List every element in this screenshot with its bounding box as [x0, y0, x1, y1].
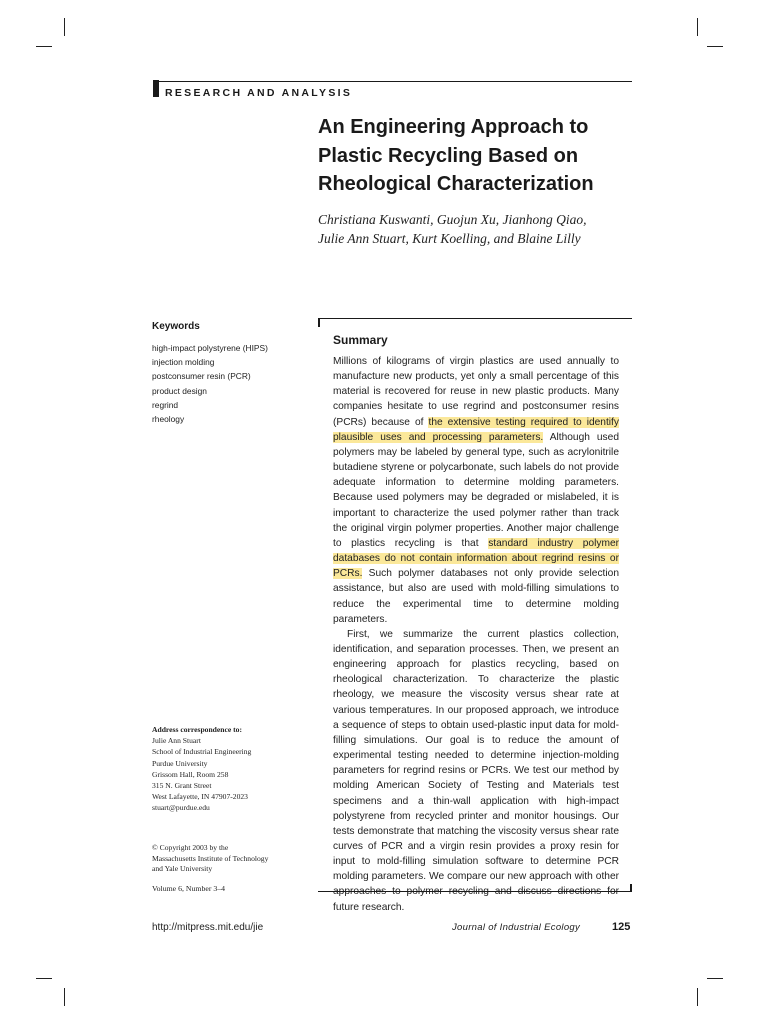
crop-mark [36, 978, 52, 979]
keyword-item: product design [152, 385, 207, 396]
page-number: 125 [612, 921, 631, 933]
keyword-item: high-impact polystyrene (HIPS) [152, 343, 268, 353]
copyright-notice [152, 843, 302, 875]
crop-mark [64, 18, 65, 36]
highlighted-text: standard industry polymer databases do not contain information about regrind resins or PCRs. [333, 537, 620, 580]
title-line: Plastic Recycling Based on [318, 144, 579, 167]
summary-text: Although used polymers may be labeled by general type, such as acrylonitrile butadiene styrene or polycarbonate, such labels do not provide adequate information to determine molding parameters. Because used polymers may be degraded or mislabeled, it is important to characterize the used polymer rather than track the original virgin polymer properties. Another major challenge to plastics recycling is that [333, 431, 619, 549]
copyright-line: © Copyright 2003 by the [152, 843, 229, 852]
correspondence-address [152, 724, 317, 814]
section-rule [159, 81, 632, 82]
summary-body [333, 354, 619, 915]
title-line: Rheological Characterization [318, 173, 594, 195]
title-line: An Engineering Approach to [318, 116, 589, 138]
highlighted-text: the extensive testing required to identify plausible uses and processing parameters. [333, 416, 619, 443]
keyword-item: regrind [152, 399, 179, 410]
address-heading: Address correspondence to: [152, 725, 242, 734]
copyright-line: Massachusetts Institute of Technology [152, 853, 269, 863]
article-title [318, 113, 638, 199]
crop-mark [697, 988, 698, 1006]
summary-heading: Summary [333, 333, 388, 347]
author-line: Julie Ann Stuart, Kurt Koelling, and Blaine Lilly [318, 231, 581, 246]
section-marker [153, 80, 159, 97]
crop-mark [697, 18, 698, 36]
journal-name: Journal of Industrial Ecology [452, 922, 581, 933]
crop-mark [36, 46, 52, 47]
summary-corner-tick [318, 318, 320, 327]
address-line: Grissom Hall, Room 258 [152, 769, 229, 779]
summary-top-rule [318, 318, 632, 319]
address-line: 315 N. Grant Street [152, 781, 212, 791]
summary-text: Millions of kilograms of virgin plastics are used annually to manufacture new products, yet only a small percentage of this material is recovered for reuse in new plastic products. Many companies hesitate to use regrind and postconsumer resins (PCRs) because of [333, 356, 619, 428]
summary-paragraph [333, 354, 619, 627]
keyword-item: postconsumer resin (PCR) [152, 371, 251, 382]
keywords-list [152, 341, 312, 426]
author-list [318, 210, 618, 248]
crop-mark [707, 978, 723, 979]
address-line: School of Industrial Engineering [152, 747, 252, 757]
summary-text: Such polymer databases not only provide selection assistance, but also are used with mold-filling simulations to reduce the experimental time to determine molding parameters. [333, 568, 619, 625]
section-label: RESEARCH AND ANALYSIS [165, 87, 353, 99]
journal-url-link[interactable]: http://mitpress.mit.edu/jie [152, 922, 264, 933]
keyword-item: injection molding [152, 357, 215, 368]
keyword-item: rheology [152, 414, 185, 425]
address-line: Julie Ann Stuart [152, 736, 201, 746]
summary-bottom-rule [318, 891, 632, 892]
address-email[interactable]: stuart@purdue.edu [152, 803, 210, 813]
address-line: West Lafayette, IN 47907-2023 [152, 792, 248, 802]
volume-number: Volume 6, Number 3–4 [152, 884, 226, 893]
summary-corner-tick [630, 884, 632, 892]
copyright-line: and Yale University [152, 864, 213, 874]
author-line: Christiana Kuswanti, Guojun Xu, Jianhong Qiao, [318, 212, 587, 227]
summary-paragraph: First, we summarize the current plastics collection, identification, and separation processes. Then, we present an engineering approach for plastics recycling, based on rheological characterization. To characterize the plastic rheology, we measure the viscosity versus shear rate at various temperatures. In our proposed approach, we introduce a sequence of steps to obtain used-plastic input data for mold-filling simulations. Our goal is to reduce the amount of experimental testing needed to determine injection-molding parameters for regrind resins or PCRs. We test our method by molding American Society of Testing and Materials test specimens and a thin-wall application with high-impact polystyrene from recycled printer and monitor housings. Our tests demonstrate that matching the viscosity versus shear rate curves of PCR and a virgin resin provides a proxy resin for input to mold-filling simulation software to determine PCR molding parameters. We compare our new approach with other future research. [333, 628, 619, 913]
crop-mark [64, 988, 65, 1006]
address-line: Purdue University [152, 758, 208, 768]
keywords-heading: Keywords [152, 321, 200, 332]
crop-mark [707, 46, 723, 47]
